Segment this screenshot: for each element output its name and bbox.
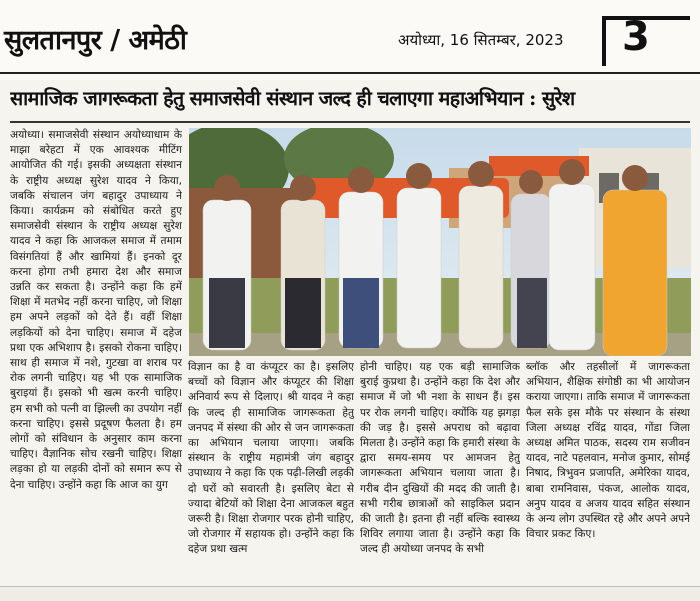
article-headline: सामाजिक जागरूकता हेतु समाजसेवी संस्थान जल्द ही चलाएगा महाअभियान : सुरेश [10, 87, 575, 110]
masthead [0, 0, 700, 80]
section-name: सुलतानपुर / अमेठी [4, 25, 187, 56]
masthead-rule [0, 72, 700, 74]
group-photo-image [189, 128, 691, 356]
article-text-2: विज्ञान का है वा कंप्यूटर का है। इसलिए बच्चों को विज्ञान और कंप्यूटर की शिक्षा अनिवार्य रूप से दिलाए। श्री यादव ने कहा कि जल्द ही सामाजिक जागरूकता हेतु जनपद में संस्था की ओर से जन जागरूकता का अभियान चलाया जाएगा। जबकि संस्थान के राष्ट्रीय महामंत्री जंग बहादुर उपाध्याय ने कहा कि एक पढ़ी-लिखी लड़की दो घरों को सवारती है। इसलिए बेटा से ज्यादा बेटियों को शिक्षा देना आजकल बहुत जरूरी है। शिक्षा रोजगार परक होनी चाहिए, जो रोजगार में सहायक हो। उन्होंने कहा कि दहेज प्रथा खत्म [188, 361, 354, 556]
article-text-3: होनी चाहिए। यह एक बड़ी सामाजिक बुराई कुप्रथा है। उन्होंने कहा कि देश और समाज में जो भी नशा के साधन हैं। इस पर रोक लगनी चाहिए। क्योंकि यह झगड़ा की जड़ है। इससे अपराध को बढ़ावा मिलता है। उन्होंने कहा कि हमारी संस्था के द्वारा समय-समय पर आमजन हेतु जागरूकता अभियान चलाया जाता है। गरीब दीन दुखियों की मदद की जाती है। सभी गरीब छात्राओं को साइकिल प्रदान की जाती है। इतना ही नहीं बल्कि स्वास्थ्य शिविर लगाया जाता है। उन्होंने कहा कि जल्द ही अयोध्या जनपद के सभी [360, 361, 520, 556]
article-text-4: ब्लॉक और तहसीलों में जागरूकता अभियान, शैक्षिक संगोष्ठी का भी आयोजन कराया जाएगा। ताकि समाज में जागरूकता फैल सके इस मौके पर संस्थान के संस्था जिला अध्यक्ष रविंद्र यादव, गोंडा जिला अध्यक्ष अमित पाठक, सदस्य राम सजीवन यादव, नाटे पहलवान, मनोज कुमार, सोमई निषाद, त्रिभुवन प्रजापति, अमेरिका यादव, बाबा रामनिवास, पंकज, आलोक यादव, अनुप यादव व अजय यादव सहित संस्थान के अन्य लोग उपस्थित रहे और अपने अपने विचार प्रकट किए। [526, 361, 690, 541]
page-number: 3 [622, 14, 650, 60]
dateline: अयोध्या, 16 सितम्बर, 2023 [398, 31, 564, 49]
headline-rule [10, 121, 690, 123]
article-column-1 [10, 128, 182, 584]
article-column-4 [526, 360, 690, 584]
article-column-3 [360, 360, 520, 584]
article-column-2 [188, 360, 354, 584]
group-photo [189, 128, 691, 356]
article-text-1: अयोध्या। समाजसेवी संस्थान अयोध्याधाम के माझा बरेहटा में एक आवश्यक मीटिंग आयोजित की गई। इसकी अध्यक्षता संस्थान के राष्ट्रीय अध्यक्ष सुरेश यादव ने किया, जबकि संचालन जंग बहादुर उपाध्याय ने किया। कार्यक्रम को संबोधित करते हुए समाजसेवी संस्थान के राष्ट्रीय अध्यक्ष सुरेश यादव ने कहा कि आजकल समाज में तमाम विसंगतियां हैं और खामियां हैं। इनको दूर करना होगा तभी हमारा देश और समाज उन्नति कर सकता है। उन्होंने कहा कि हमें शिक्षा में मतभेद नहीं करना चाहिए, जो शिक्षा हम अपने लड़कों को देते हैं। वहीं शिक्षा लड़कियों को देना चाहिए। समाज में दहेज प्रथा एक अभिशाप है। इसको रोकना चाहिए। साथ ही समाज में नशे, गुटखा वा शराब पर रोक लगनी चाहिए। यह भी एक सामाजिक बुराइयां हैं। इसको भी खत्म करनी चाहिए। हम सभी को पत्नी वा झिल्ली का उपयोग नहीं करना चाहिए। इससे प्रदूषण फैलता है। हम लोगों को संविधान के अनुसार काम करना चाहिए। वैज्ञानिक सोच रखनी चाहिए। शिक्षा लड़का हो या लड़की दोनों को समान रूप से देना चाहिए। उन्होंने कहा कि आज का युग [10, 129, 182, 491]
next-article-edge [0, 586, 700, 601]
